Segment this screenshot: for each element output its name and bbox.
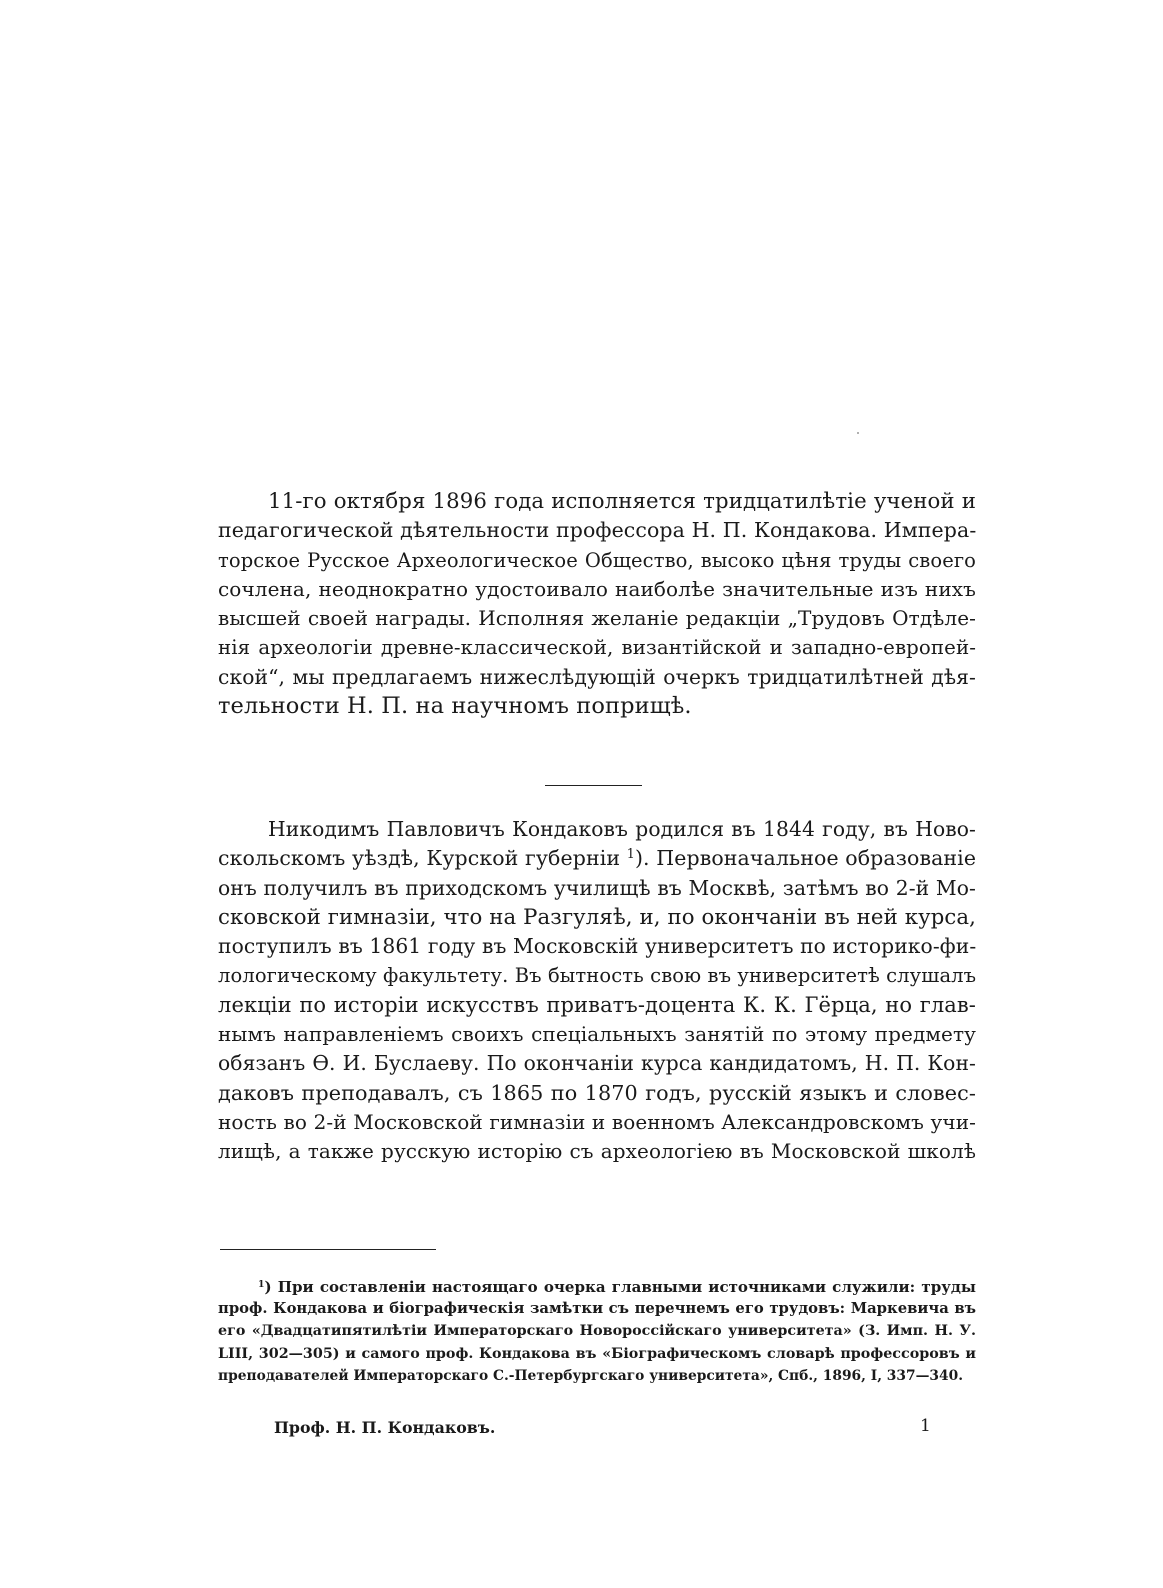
intro-line: ской“, мы предлагаемъ нижеслѣдующій очеркъ тридцатилѣтней дѣя- bbox=[218, 664, 976, 689]
intro-line: сочлена, неоднократно удостоивало наиболѣе значительные изъ нихъ bbox=[218, 576, 976, 601]
footnote-text: ) При составленіи настоящаго очерка главными источниками служили: труды bbox=[264, 1278, 976, 1296]
intro-line: торское Русское Археологическое Общество, высоко цѣня труды своего bbox=[218, 548, 976, 572]
body-line: лекціи по исторіи искусствъ приватъ-доцента К. К. Гёрца, но глав- bbox=[218, 992, 976, 1017]
intro-line: педагогической дѣятельности профессора Н. П. Кондакова. Импера- bbox=[218, 518, 977, 543]
body-line: поступилъ въ 1861 году въ Московскій университетъ по историко-фи- bbox=[218, 934, 977, 959]
footnote-line bbox=[218, 1276, 976, 1298]
body-line: нымъ направленіемъ своихъ спеціальныхъ занятій по этому предмету bbox=[218, 1022, 976, 1047]
footnote-line: его «Двадцатипятилѣтіи Императорскаго Новороссійскаго университета» (З. Имп. Н. У. bbox=[218, 1323, 976, 1340]
section-divider bbox=[545, 785, 642, 786]
body-line: даковъ преподавалъ, съ 1865 по 1870 годъ, русскій языкъ и словес- bbox=[218, 1080, 976, 1105]
footnote-marker: 1 bbox=[258, 1278, 265, 1290]
intro-line: 11-го октября 1896 года исполняется тридцатилѣтіе ученой и bbox=[268, 489, 976, 514]
intro-line: нія археологіи древне-классической, византійской и западно-европей- bbox=[218, 636, 976, 660]
body-line: ность во 2-й Московской гимназіи и военномъ Александровскомъ учи- bbox=[218, 1109, 976, 1134]
intro-line: высшей своей награды. Исполняя желаніе редакціи „Трудовъ Отдѣле- bbox=[218, 606, 976, 631]
body-line: онъ получилъ въ приходскомъ училищѣ въ Москвѣ, затѣмъ во 2-й Мо- bbox=[218, 875, 976, 900]
body-line: обязанъ Ѳ. И. Буслаеву. По окончаніи курса кандидатомъ, Н. П. Кон- bbox=[218, 1051, 976, 1076]
footnote bbox=[218, 1276, 976, 1387]
body-line bbox=[218, 844, 976, 873]
sheet-signature-number: 1 bbox=[920, 1416, 931, 1436]
body-line: Никодимъ Павловичъ Кондаковъ родился въ 1844 году, въ Ново- bbox=[268, 817, 976, 841]
paper-speck bbox=[857, 432, 859, 434]
body-line: сковской гимназіи, что на Разгуляѣ, и, по окончаніи въ ней курса, bbox=[218, 904, 977, 930]
running-footer: Проф. Н. П. Кондаковъ. bbox=[274, 1418, 496, 1437]
body-text: скольскомъ уѣздѣ, Курской губерніи bbox=[218, 846, 621, 871]
body-line: лологическому факультету. Въ бытность свою въ университетѣ слушалъ bbox=[218, 964, 977, 988]
intro-line: тельности Н. П. на научномъ поприщѣ. bbox=[218, 693, 692, 720]
body-line: лищѣ, а также русскую исторію съ археологіею въ Московской школѣ bbox=[218, 1139, 976, 1164]
intro-paragraph bbox=[218, 487, 976, 721]
footnote-line: преподавателей Императорскаго С.-Петербургскаго университета», Спб., 1896, I, 337—340. bbox=[218, 1367, 964, 1384]
footnote-line: проф. Кондакова и біографическія замѣтки съ перечнемъ его трудовъ: Маркевича въ bbox=[218, 1300, 976, 1318]
biography-paragraph bbox=[218, 815, 976, 1167]
body-text: ). Первоначальное образованіе bbox=[634, 846, 977, 871]
footnote-separator bbox=[220, 1249, 436, 1250]
footnote-reference: 1 bbox=[626, 846, 635, 862]
footnote-line: LIII, 302—305) и самого проф. Кондакова въ «Біографическомъ словарѣ профессоровъ и bbox=[218, 1345, 976, 1362]
